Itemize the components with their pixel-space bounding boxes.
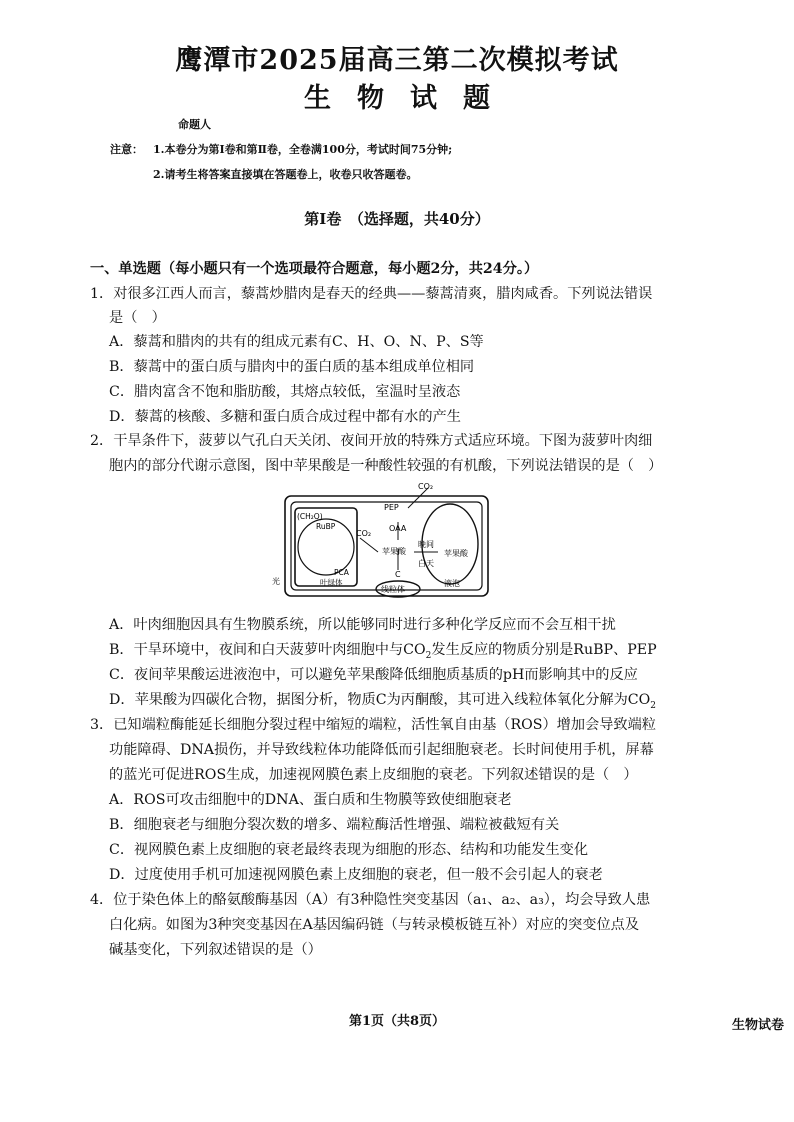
diagram-day: 白天 (418, 559, 434, 568)
diagram-light: 光 (272, 577, 280, 586)
diagram-oaa: OAA (389, 524, 407, 533)
diagram-co2-top: CO₂ (418, 482, 434, 491)
q3-stem-2: 功能障碍、DNA损伤，并导致线粒体功能降低而引起细胞衰老。长时间使用手机，屏幕 (109, 742, 654, 758)
q2-option-b: B．干旱环境中，夜间和白天菠萝叶肉细胞中与$CO_2$发生反应的物质分别是RuBP、PEP (109, 642, 657, 661)
diagram-c: C (395, 570, 401, 579)
diagram-pep: PEP (384, 503, 399, 512)
q1-option-c: C．腊肉富含不饱和脂肪酸，其熔点较低，室温时呈液态 (109, 384, 461, 400)
diagram-ch2o: (CH₂O) (297, 512, 323, 521)
q2-option-c: C．夜间苹果酸运进液泡中，可以避免苹果酸降低细胞质基质的pH而影响其中的反应 (109, 667, 638, 683)
diagram-chloroplast-label: 叶绿体 (320, 578, 343, 587)
q3-stem-1: 3．已知端粒酶能延长细胞分裂过程中缩短的端粒，活性氧自由基（ROS）增加会导致端粒 (90, 717, 656, 733)
q3-option-d: D．过度使用手机可加速视网膜色素上皮细胞的衰老，但一般不会引起人的衰老 (109, 867, 603, 883)
q4-stem-2: 白化病。如图为3种突变基因在A基因编码链（与转录模板链互补）对应的突变位点及 (109, 917, 640, 933)
q3-option-b: B．细胞衰老与细胞分裂次数的增多、端粒酶活性增强、端粒被截短有关 (109, 817, 560, 833)
notice-1: 1.本卷分为第Ⅰ卷和第Ⅱ卷，全卷满100分，考试时间75分钟; (153, 143, 453, 156)
q4-stem-1: 4．位于染色体上的酪氨酸酶基因（A）有3种隐性突变基因（a₁、a₂、a₃），均会导致人患 (90, 892, 651, 908)
q3-option-a: A．ROS可攻击细胞中的DNA、蛋白质和生物膜等致使细胞衰老 (109, 792, 512, 808)
notice-label: 注意： (110, 143, 143, 156)
diagram-vacuole-label: 液泡 (444, 579, 460, 588)
setter-label: 命题人 (178, 118, 211, 131)
diagram-mitochondria-label: 线粒体 (381, 585, 405, 594)
notice-2: 2.请考生将答案直接填在答题卷上，收卷只收答题卷。 (153, 168, 418, 181)
diagram-pca: PCA (334, 568, 349, 577)
q4-stem-3: 碱基变化，下列叙述错误的是（） (109, 942, 322, 958)
q2-stem-2: 胞内的部分代谢示意图，图中苹果酸是一种酸性较强的有机酸，下列说法错误的是（ ） (109, 458, 663, 474)
subject-title: 生物试题 (304, 83, 516, 114)
co2-uptake-arrow (408, 488, 428, 508)
footer-subject-label: 生物试卷 (732, 1018, 785, 1033)
page-number: 第1页（共8页） (348, 1014, 446, 1029)
diagram-rubp: RuBP (316, 522, 336, 531)
q1-option-a: A．藜蒿和腊肉的共有的组成元素有C、H、O、N、P、S等 (109, 334, 484, 350)
q2-stem-1: 2．干旱条件下，菠萝以气孔白天关闭、夜间开放的特殊方式适应环境。下图为菠萝叶肉细 (90, 433, 653, 449)
diagram-malate-left: 苹果酸 (382, 547, 406, 556)
diagram-malate-right: 苹果酸 (444, 549, 468, 558)
q1-stem-1: 1．对很多江西人而言，藜蒿炒腊肉是春天的经典——藜蒿清爽，腊肉咸香。下列说法错误 (90, 286, 653, 302)
part1-title: 第Ⅰ卷 （选择题，共40分） (304, 210, 490, 228)
diagram-night: 晚间 (418, 540, 434, 549)
q1-option-d: D．藜蒿的核酸、多糖和蛋白质合成过程中都有水的产生 (109, 409, 461, 425)
q2-option-a: A．叶肉细胞因具有生物膜系统，所以能够同时进行多种化学反应而不会互相干扰 (109, 617, 616, 633)
malate-to-co2-arrow (360, 538, 378, 552)
diagram-co2-mid: CO₂ (356, 529, 372, 538)
q1-stem-2: 是（ ） (109, 310, 166, 326)
q3-stem-3: 的蓝光可促进ROS生成，加速视网膜色素上皮细胞的衰老。下列叙述错误的是（ ） (109, 767, 638, 783)
q2-option-d: D．苹果酸为四碳化合物，据图分析，物质C为丙酮酸，其可进入线粒体氧化分解为$CO_2$ (109, 692, 657, 711)
q1-option-b: B．藜蒿中的蛋白质与腊肉中的蛋白质的基本组成单位相同 (109, 359, 475, 375)
exam-title: 鹰潭市2025届高三第二次模拟考试 (175, 45, 619, 76)
section1-title: 一、单选题（每小题只有一个选项最符合题意，每小题2分，共24分。） (90, 261, 539, 277)
leaf-cell-metabolism-diagram (272, 478, 498, 600)
q3-option-c: C．视网膜色素上皮细胞的衰老最终表现为细胞的形态、结构和功能发生变化 (109, 842, 589, 858)
